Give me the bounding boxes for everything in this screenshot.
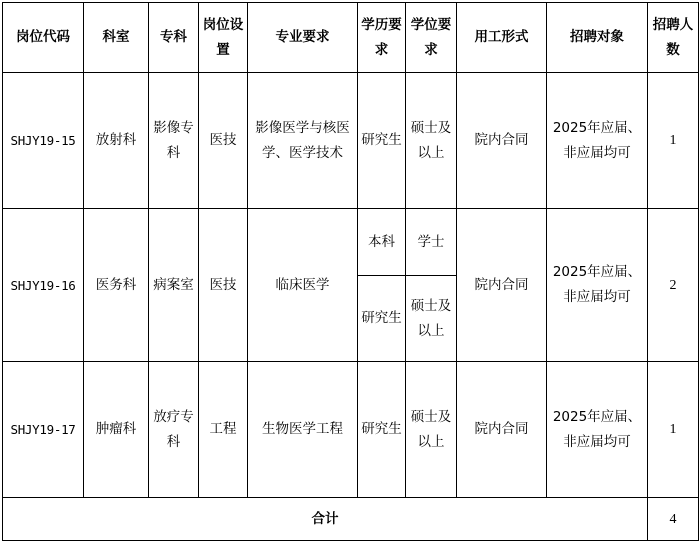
degree: 学士: [406, 209, 457, 276]
degree: 硕士及以上: [406, 362, 457, 498]
header-degree: 学位要求: [406, 3, 457, 73]
degree: 硕士及以上: [406, 276, 457, 362]
count: 1: [648, 362, 699, 498]
employment: 院内合同: [457, 209, 547, 362]
total-label: 合计: [3, 498, 648, 541]
specialty: 放疗专科: [149, 362, 199, 498]
degree: 硕士及以上: [406, 73, 457, 209]
header-count: 招聘人数: [648, 3, 699, 73]
employment: 院内合同: [457, 73, 547, 209]
job-code: SHJY19-17: [3, 362, 84, 498]
post: 医技: [199, 73, 248, 209]
total-count: 4: [648, 498, 699, 541]
department: 放射科: [84, 73, 149, 209]
major: 生物医学工程: [248, 362, 358, 498]
education: 研究生: [358, 276, 406, 362]
header-post: 岗位设置: [199, 3, 248, 73]
job-code: SHJY19-15: [3, 73, 84, 209]
post: 医技: [199, 209, 248, 362]
header-employment: 用工形式: [457, 3, 547, 73]
job-code: SHJY19-16: [3, 209, 84, 362]
total-row: [3, 498, 699, 541]
header-row: [3, 3, 699, 73]
header-target: 招聘对象: [547, 3, 648, 73]
header-education: 学历要求: [358, 3, 406, 73]
education: 研究生: [358, 73, 406, 209]
employment: 院内合同: [457, 362, 547, 498]
recruitment-table: [2, 2, 699, 541]
count: 1: [648, 73, 699, 209]
post: 工程: [199, 362, 248, 498]
department: 肿瘤科: [84, 362, 149, 498]
target: 2025年应届、非应届均可: [547, 362, 648, 498]
table-row: [3, 73, 699, 209]
target: 2025年应届、非应届均可: [547, 209, 648, 362]
target: 2025年应届、非应届均可: [547, 73, 648, 209]
education: 研究生: [358, 362, 406, 498]
major: 影像医学与核医学、医学技术: [248, 73, 358, 209]
education: 本科: [358, 209, 406, 276]
header-major: 专业要求: [248, 3, 358, 73]
header-specialty: 专科: [149, 3, 199, 73]
count: 2: [648, 209, 699, 362]
specialty: 影像专科: [149, 73, 199, 209]
department: 医务科: [84, 209, 149, 362]
specialty: 病案室: [149, 209, 199, 362]
table-row: [3, 362, 699, 498]
table-row: [3, 209, 699, 276]
major: 临床医学: [248, 209, 358, 362]
header-code: 岗位代码: [3, 3, 84, 73]
header-department: 科室: [84, 3, 149, 73]
